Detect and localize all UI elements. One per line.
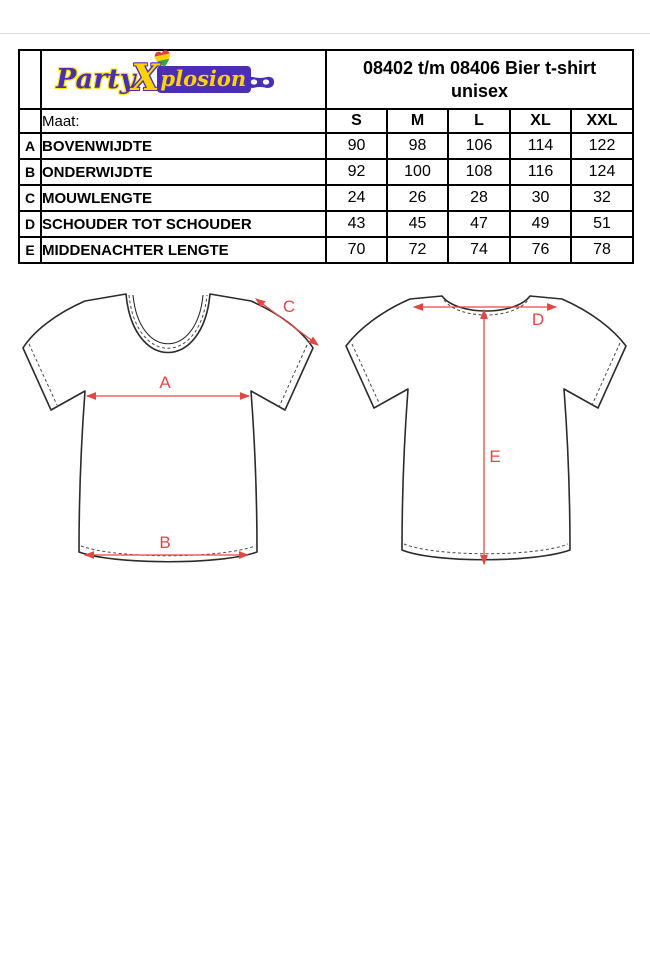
logo-text-x: X <box>131 56 160 99</box>
value-cell: 43 <box>326 211 387 237</box>
value-cell: 49 <box>510 211 571 237</box>
table-row-d <box>19 211 633 237</box>
value-cell: 32 <box>571 185 633 211</box>
title-line2: unisex <box>450 80 509 101</box>
size-col-header-s: S <box>326 109 387 133</box>
value-cell: 98 <box>387 133 448 159</box>
tshirt-front-outline <box>23 294 313 562</box>
value-cell: 92 <box>326 159 387 185</box>
value-cell: 106 <box>448 133 510 159</box>
table-row-b <box>19 159 633 185</box>
logo-text-party: Party <box>56 64 136 95</box>
row-label: MOUWLENGTE <box>41 185 326 211</box>
value-cell: 47 <box>448 211 510 237</box>
carnival-mask-icon <box>245 75 275 90</box>
collar-inner-line <box>133 295 203 344</box>
tshirt-front-diagram <box>15 284 335 594</box>
value-cell: 100 <box>387 159 448 185</box>
value-cell: 76 <box>510 237 571 263</box>
size-row-label: Maat: <box>41 109 326 133</box>
row-label: BOVENWIJDTE <box>41 133 326 159</box>
measure-label-b: B <box>159 533 171 552</box>
row-label: MIDDENACHTER LENGTE <box>41 237 326 263</box>
tshirt-back-outline <box>346 296 626 560</box>
value-cell: 116 <box>510 159 571 185</box>
value-cell: 26 <box>387 185 448 211</box>
value-cell: 114 <box>510 133 571 159</box>
row-letter: B <box>19 159 41 185</box>
brand-logo <box>42 52 325 108</box>
logo-text-plosion: plosion <box>157 66 251 93</box>
logo-cell <box>41 50 326 109</box>
value-cell: 45 <box>387 211 448 237</box>
tshirt-back-diagram <box>332 284 642 594</box>
measure-label-c: C <box>282 297 296 316</box>
size-col-header-xxl: XXL <box>571 109 633 133</box>
page-top-divider <box>0 33 650 34</box>
value-cell: 28 <box>448 185 510 211</box>
maat-spacer <box>19 109 41 133</box>
product-title <box>326 50 633 109</box>
value-cell: 51 <box>571 211 633 237</box>
size-chart-table <box>18 49 634 264</box>
measure-label-e: E <box>489 447 501 466</box>
row-label: ONDERWIJDTE <box>41 159 326 185</box>
value-cell: 70 <box>326 237 387 263</box>
value-cell: 24 <box>326 185 387 211</box>
table-row-a <box>19 133 633 159</box>
row-letter: E <box>19 237 41 263</box>
value-cell: 30 <box>510 185 571 211</box>
value-cell: 108 <box>448 159 510 185</box>
value-cell: 90 <box>326 133 387 159</box>
value-cell: 122 <box>571 133 633 159</box>
value-cell: 74 <box>448 237 510 263</box>
row-letter: C <box>19 185 41 211</box>
table-row-c <box>19 185 633 211</box>
header-spacer <box>19 50 41 109</box>
table-row-e <box>19 237 633 263</box>
measure-label-a: A <box>159 373 171 392</box>
title-line1: 08402 t/m 08406 Bier t-shirt <box>362 58 597 78</box>
size-col-header-xl: XL <box>510 109 571 133</box>
value-cell: 124 <box>571 159 633 185</box>
value-cell: 72 <box>387 237 448 263</box>
size-col-header-l: L <box>448 109 510 133</box>
measure-label-d: D <box>531 310 545 329</box>
row-letter: D <box>19 211 41 237</box>
row-label: SCHOUDER TOT SCHOUDER <box>41 211 326 237</box>
value-cell: 78 <box>571 237 633 263</box>
row-letter: A <box>19 133 41 159</box>
size-col-header-m: M <box>387 109 448 133</box>
